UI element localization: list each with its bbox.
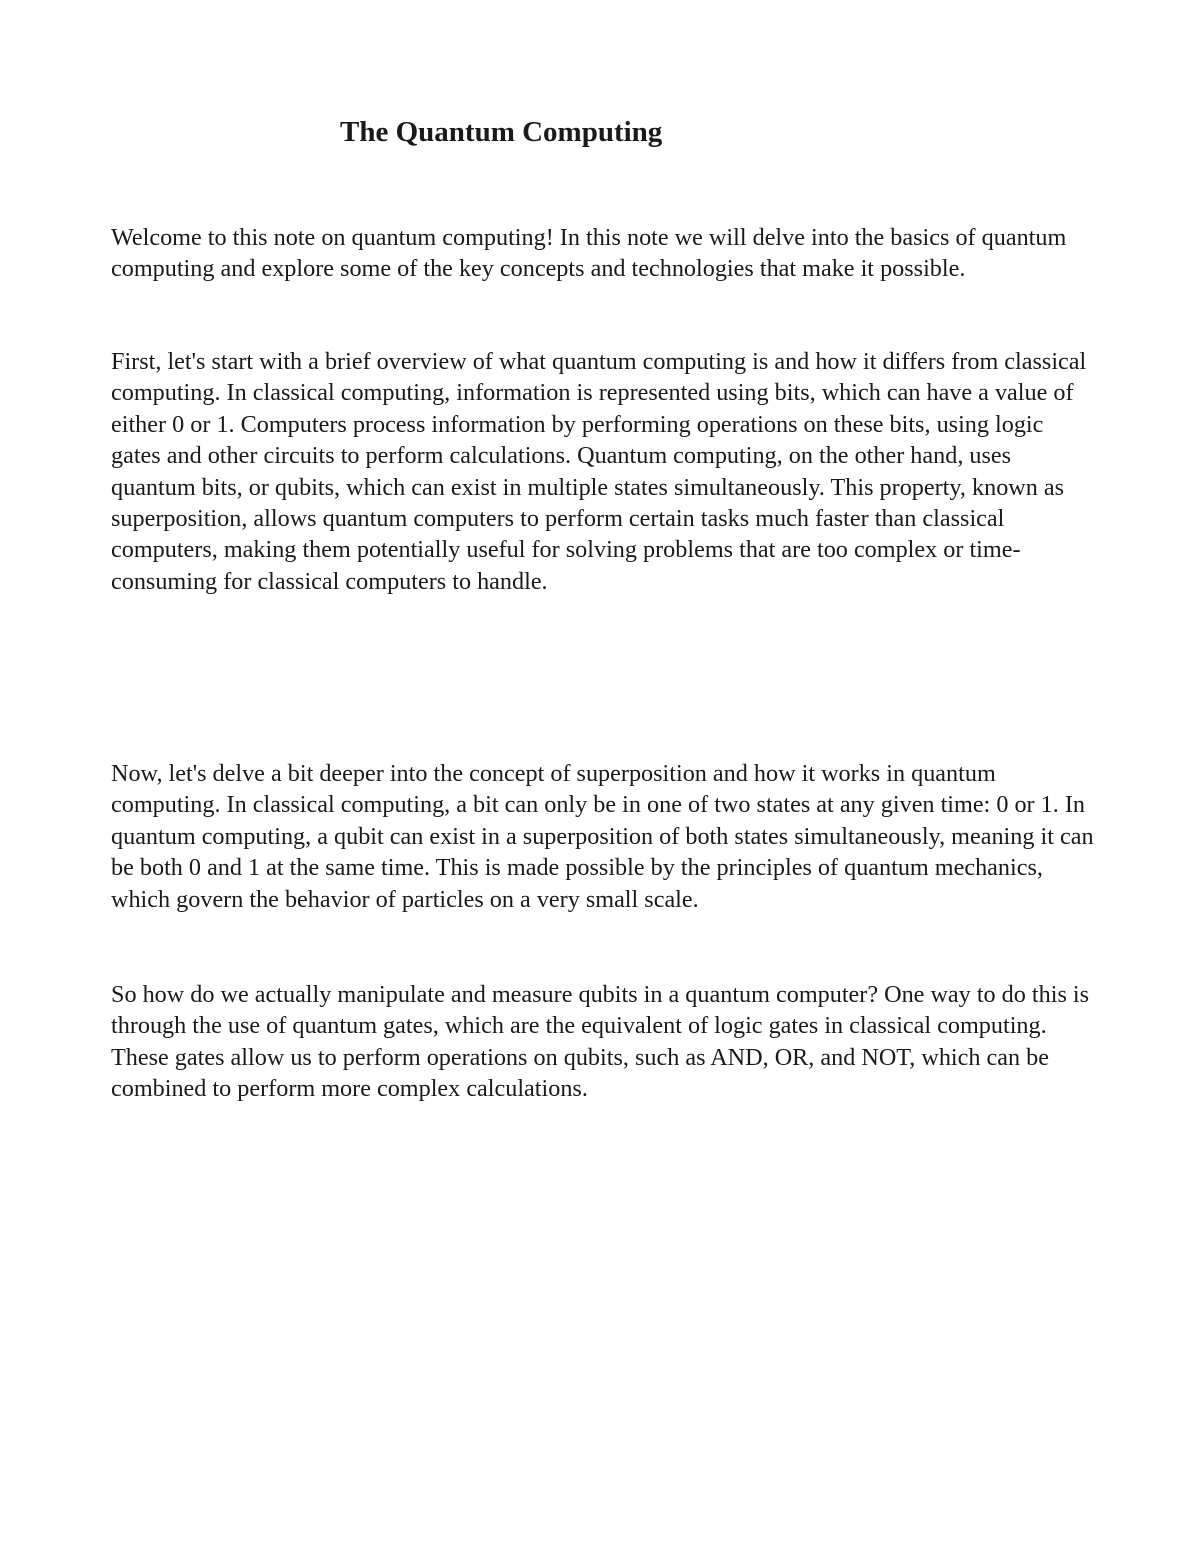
paragraph-quantum-gates: So how do we actually manipulate and measure qubits in a quantum computer? One way to do this is through the use of quantum gates, which are the equivalent of logic gates in classical computing. These gates allow us to perform operations on qubits, such as AND, OR, and NOT, which can be combined to perform more complex calculations.: [111, 981, 1090, 1103]
paragraph-overview: First, let's start with a brief overview of what quantum computing is and how it differs from classical computing. In classical computing, information is represented using bits, which can have a value of either 0 or 1. Computers process information by performing operations on these bits, using logic gates and other circuits to perform calculations. Quantum computing, on the other hand, uses quantum bits, or qubits, which can exist in multiple states simultaneously. This property, known as superposition, allows quantum computers to perform certain tasks much faster than classical computers, making them potentially useful for solving problems that are too complex or time-consuming for classical computers to handle.: [111, 348, 1087, 595]
paragraph-superposition: Now, let's delve a bit deeper into the concept of superposition and how it works in quantum computing. In classical computing, a bit can only be in one of two states at any given time: 0 or 1. In quantum computing, a qubit can exist in a superposition of both states simultaneously, meaning it can be both 0 and 1 at the same time. This is made possible by the principles of quantum mechanics, which govern the behavior of particles on a very small scale.: [111, 760, 1094, 913]
document-title: The Quantum Computing: [340, 116, 663, 148]
paragraph-introduction: Welcome to this note on quantum computing! In this note we will delve into the basics of quantum computing and explore some of the key concepts and technologies that make it possible.: [111, 224, 1067, 283]
